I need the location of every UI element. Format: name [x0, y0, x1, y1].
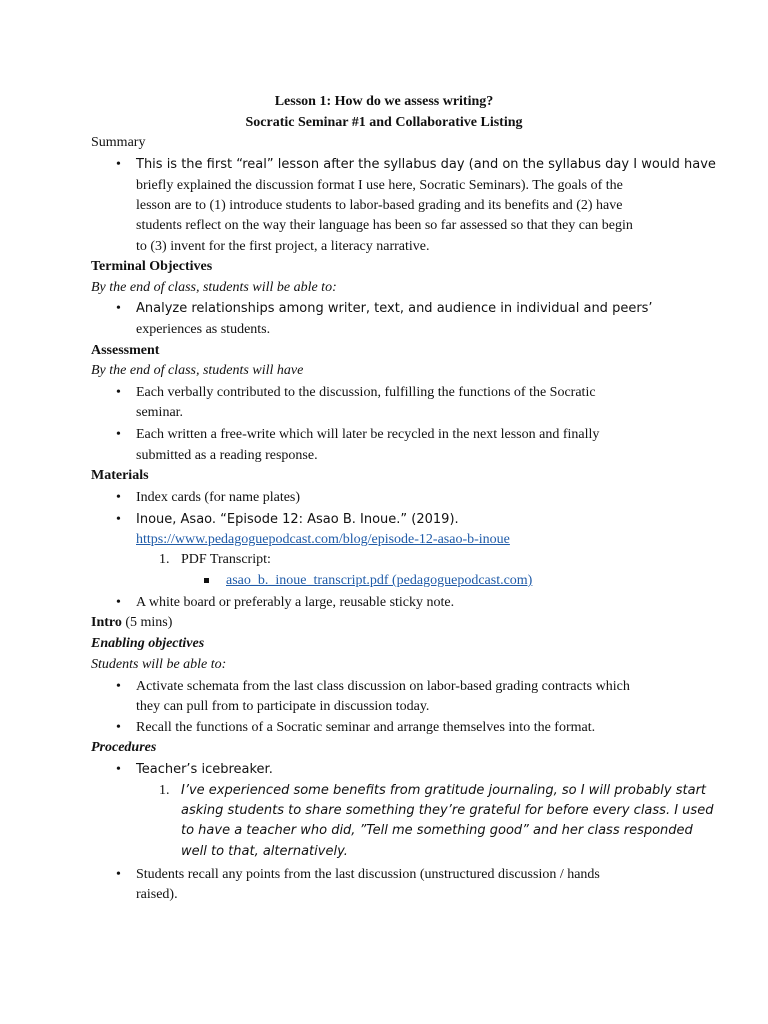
- assessment-line: submitted as a reading response.: [136, 448, 318, 463]
- assessment-line: seminar.: [136, 405, 184, 420]
- podcast-episode-link[interactable]: https://www.pedagoguepodcast.com/blog/episode-12-asao-b-inoue: [136, 532, 510, 547]
- terminal-objective-line: Analyze relationships among writer, text, and audience in individual and peers’: [136, 301, 653, 316]
- intro-heading: Intro: [91, 615, 122, 630]
- procedure-sub-line: I’ve experienced some benefits from gratitude journaling, so I will probably start: [181, 783, 707, 798]
- procedure-sub-line: well to that, alternatively.: [181, 844, 348, 859]
- terminal-objective-line: experiences as students.: [136, 322, 271, 337]
- bullet: •: [116, 490, 121, 505]
- enabling-objectives-subheading: Students will be able to:: [91, 657, 227, 672]
- procedure-item: raised).: [136, 887, 178, 902]
- procedures-heading: Procedures: [91, 740, 157, 755]
- lesson-title: Lesson 1: How do we assess writing?: [274, 94, 494, 109]
- pdf-transcript-label: PDF Transcript:: [181, 552, 271, 567]
- materials-item: Inoue, Asao. “Episode 12: Asao B. Inoue.” (2019).: [136, 512, 459, 527]
- summary-line: to (3) invent for the first project, a literacy narrative.: [136, 239, 430, 254]
- procedure-sub-line: asking students to share something they’re grateful for before every class. I used: [181, 803, 714, 818]
- summary-line: briefly explained the discussion format I use here, Socratic Seminars). The goals of the: [136, 178, 623, 193]
- procedure-item: Students recall any points from the last discussion (unstructured discussion / hands: [136, 867, 600, 882]
- summary-line: This is the first “real” lesson after the syllabus day (and on the syllabus day I would have: [136, 157, 716, 172]
- bullet: •: [116, 679, 121, 694]
- materials-item: A white board or preferably a large, reusable sticky note.: [136, 595, 455, 610]
- bullet: •: [116, 512, 121, 527]
- intro-heading-line: [91, 613, 172, 633]
- terminal-objectives-heading: Terminal Objectives: [91, 259, 213, 274]
- bullet: •: [116, 157, 121, 172]
- bullet: •: [116, 385, 121, 400]
- enabling-objective-line: Recall the functions of a Socratic seminar and arrange themselves into the format.: [136, 720, 596, 735]
- list-number: 1.: [159, 552, 170, 567]
- square-bullet-icon: [204, 578, 209, 583]
- bullet: •: [116, 720, 121, 735]
- bullet: •: [116, 301, 121, 316]
- transcript-pdf-link[interactable]: asao_b._inoue_transcript.pdf (pedagoguepodcast.com): [226, 573, 533, 588]
- bullet: •: [116, 762, 121, 777]
- assessment-heading: Assessment: [91, 343, 160, 358]
- procedure-item: Teacher’s icebreaker.: [136, 762, 273, 777]
- assessment-subheading: By the end of class, students will have: [91, 363, 304, 378]
- assessment-line: Each verbally contributed to the discussion, fulfilling the functions of the Socratic: [136, 385, 596, 400]
- lesson-subtitle: Socratic Seminar #1 and Collaborative Listing: [245, 115, 523, 130]
- bullet: •: [116, 427, 121, 442]
- list-number: 1.: [159, 783, 170, 798]
- summary-line: students reflect on the way their language has been so far assessed so that they can begin: [136, 218, 633, 233]
- intro-duration: (5 mins): [121, 615, 173, 630]
- materials-heading: Materials: [91, 468, 149, 483]
- procedure-sub-line: to have a teacher who did, ”Tell me something good” and her class responded: [181, 823, 693, 838]
- materials-item: Index cards (for name plates): [136, 490, 301, 505]
- assessment-line: Each written a free-write which will later be recycled in the next lesson and finally: [136, 427, 600, 442]
- bullet: •: [116, 867, 121, 882]
- enabling-objective-line: Activate schemata from the last class discussion on labor-based grading contracts which: [136, 679, 630, 694]
- enabling-objective-line: they can pull from to participate in discussion today.: [136, 699, 430, 714]
- summary-heading: Summary: [91, 135, 146, 150]
- enabling-objectives-heading: Enabling objectives: [91, 636, 205, 651]
- summary-line: lesson are to (1) introduce students to labor-based grading and its benefits and (2) have: [136, 198, 623, 213]
- bullet: •: [116, 595, 121, 610]
- terminal-objectives-subheading: By the end of class, students will be able to:: [91, 280, 337, 295]
